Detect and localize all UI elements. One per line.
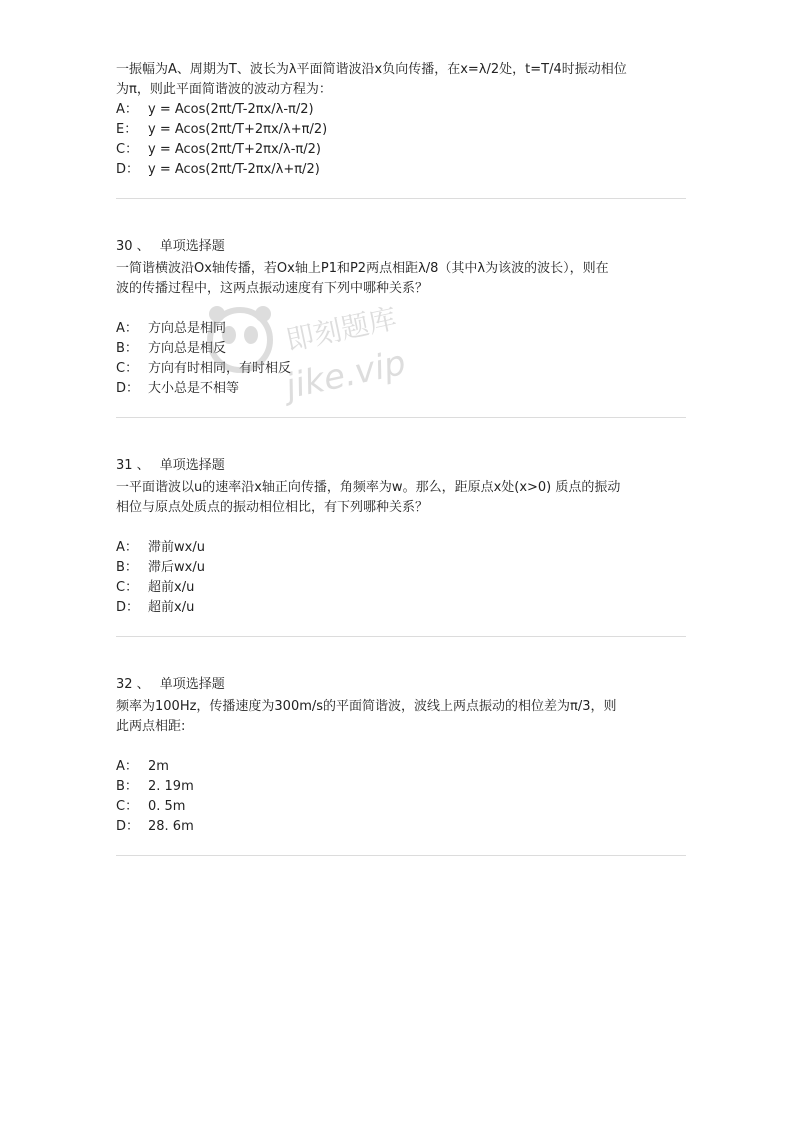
- option-a[interactable]: [116, 319, 686, 339]
- option-list: [116, 319, 686, 399]
- option-key: A：: [116, 321, 138, 336]
- option-key: C：: [116, 142, 139, 157]
- option-b[interactable]: [116, 777, 686, 797]
- option-text: y = Acos(2πt/T+2πx/λ-π/2): [148, 142, 321, 157]
- option-key: C：: [116, 799, 139, 814]
- stem-line: 此两点相距:: [116, 719, 186, 734]
- option-text: 2. 19m: [148, 779, 194, 794]
- question-number: 32 、: [116, 677, 150, 692]
- option-c[interactable]: [116, 140, 686, 160]
- question-stem: [116, 697, 686, 737]
- divider: [116, 636, 686, 637]
- option-key: D：: [116, 819, 140, 834]
- option-key: B：: [116, 560, 138, 575]
- question-31: [116, 456, 686, 637]
- question-header: [116, 675, 686, 695]
- question-number: 31 、: [116, 458, 150, 473]
- stem-line: 相位与原点处质点的振动相位相比，有下列哪种关系？: [116, 500, 429, 515]
- stem-line: 一振幅为A、周期为T、波长为λ平面简谐波沿x负向传播，在x=λ/2处，t=T/4时振动相位: [116, 62, 627, 77]
- option-key: C：: [116, 361, 139, 376]
- divider: [116, 855, 686, 856]
- option-a[interactable]: [116, 538, 686, 558]
- question-type: 单项选择题: [159, 458, 225, 473]
- question-type: 单项选择题: [159, 677, 225, 692]
- option-key: B：: [116, 779, 138, 794]
- option-a[interactable]: [116, 757, 686, 777]
- option-b[interactable]: [116, 339, 686, 359]
- option-text: 2m: [148, 759, 169, 774]
- option-list: [116, 100, 686, 180]
- option-text: 方向总是相反: [148, 341, 227, 356]
- watermark-text: 即刻题库: [283, 301, 400, 358]
- option-d[interactable]: [116, 379, 686, 399]
- option-key: D：: [116, 600, 140, 615]
- option-text: 28. 6m: [148, 819, 194, 834]
- option-text: 大小总是不相等: [148, 381, 240, 396]
- option-key: A：: [116, 759, 138, 774]
- divider: [116, 417, 686, 418]
- option-list: [116, 757, 686, 837]
- option-text: 超前x/u: [148, 580, 195, 595]
- option-text: 方向有时相同，有时相反: [148, 361, 292, 376]
- option-c[interactable]: [116, 578, 686, 598]
- option-text: 方向总是相同: [148, 321, 227, 336]
- stem-line: 为π，则此平面简谐波的波动方程为：: [116, 82, 332, 97]
- option-text: 滞前wx/u: [148, 540, 205, 555]
- divider: [116, 198, 686, 199]
- stem-line: 波的传播过程中，这两点振动速度有下列中哪种关系？: [116, 281, 429, 296]
- stem-line: 一简谐横波沿Ox轴传播，若Ox轴上P1和P2两点相距λ/8（其中λ为该波的波长），则在: [116, 261, 609, 276]
- option-key: A：: [116, 540, 138, 555]
- question-number: 30 、: [116, 239, 150, 254]
- option-key: D：: [116, 381, 140, 396]
- option-text: 滞后wx/u: [148, 560, 205, 575]
- stem-line: 一平面谐波以u的速率沿x轴正向传播，角频率为w。那么，距原点x处(x>0) 质点的振动: [116, 480, 621, 495]
- watermark-url: jike.vip: [282, 342, 410, 408]
- question-32: [116, 675, 686, 856]
- option-key: D：: [116, 162, 140, 177]
- question-header: [116, 456, 686, 476]
- question-30: [116, 237, 686, 418]
- question-29: [116, 60, 686, 199]
- option-text: 0. 5m: [148, 799, 186, 814]
- option-e[interactable]: [116, 120, 686, 140]
- option-a[interactable]: [116, 100, 686, 120]
- option-text: y = Acos(2πt/T-2πx/λ+π/2): [148, 162, 320, 177]
- option-d[interactable]: [116, 160, 686, 180]
- option-c[interactable]: [116, 359, 686, 379]
- option-list: [116, 538, 686, 618]
- option-text: y = Acos(2πt/T+2πx/λ+π/2): [148, 122, 328, 137]
- option-d[interactable]: [116, 817, 686, 837]
- option-d[interactable]: [116, 598, 686, 618]
- question-stem: [116, 478, 686, 518]
- option-key: C：: [116, 580, 139, 595]
- option-key: E：: [116, 122, 138, 137]
- option-key: B：: [116, 341, 138, 356]
- option-text: 超前x/u: [148, 600, 195, 615]
- question-type: 单项选择题: [159, 239, 225, 254]
- question-stem: [116, 60, 686, 100]
- option-text: y = Acos(2πt/T-2πx/λ-π/2): [148, 102, 314, 117]
- question-list: [116, 60, 686, 856]
- option-b[interactable]: [116, 558, 686, 578]
- question-stem: [116, 259, 686, 299]
- option-key: A：: [116, 102, 138, 117]
- option-c[interactable]: [116, 797, 686, 817]
- stem-line: 频率为100Hz，传播速度为300m/s的平面简谐波，波线上两点振动的相位差为π/3，则: [116, 699, 617, 714]
- question-header: [116, 237, 686, 257]
